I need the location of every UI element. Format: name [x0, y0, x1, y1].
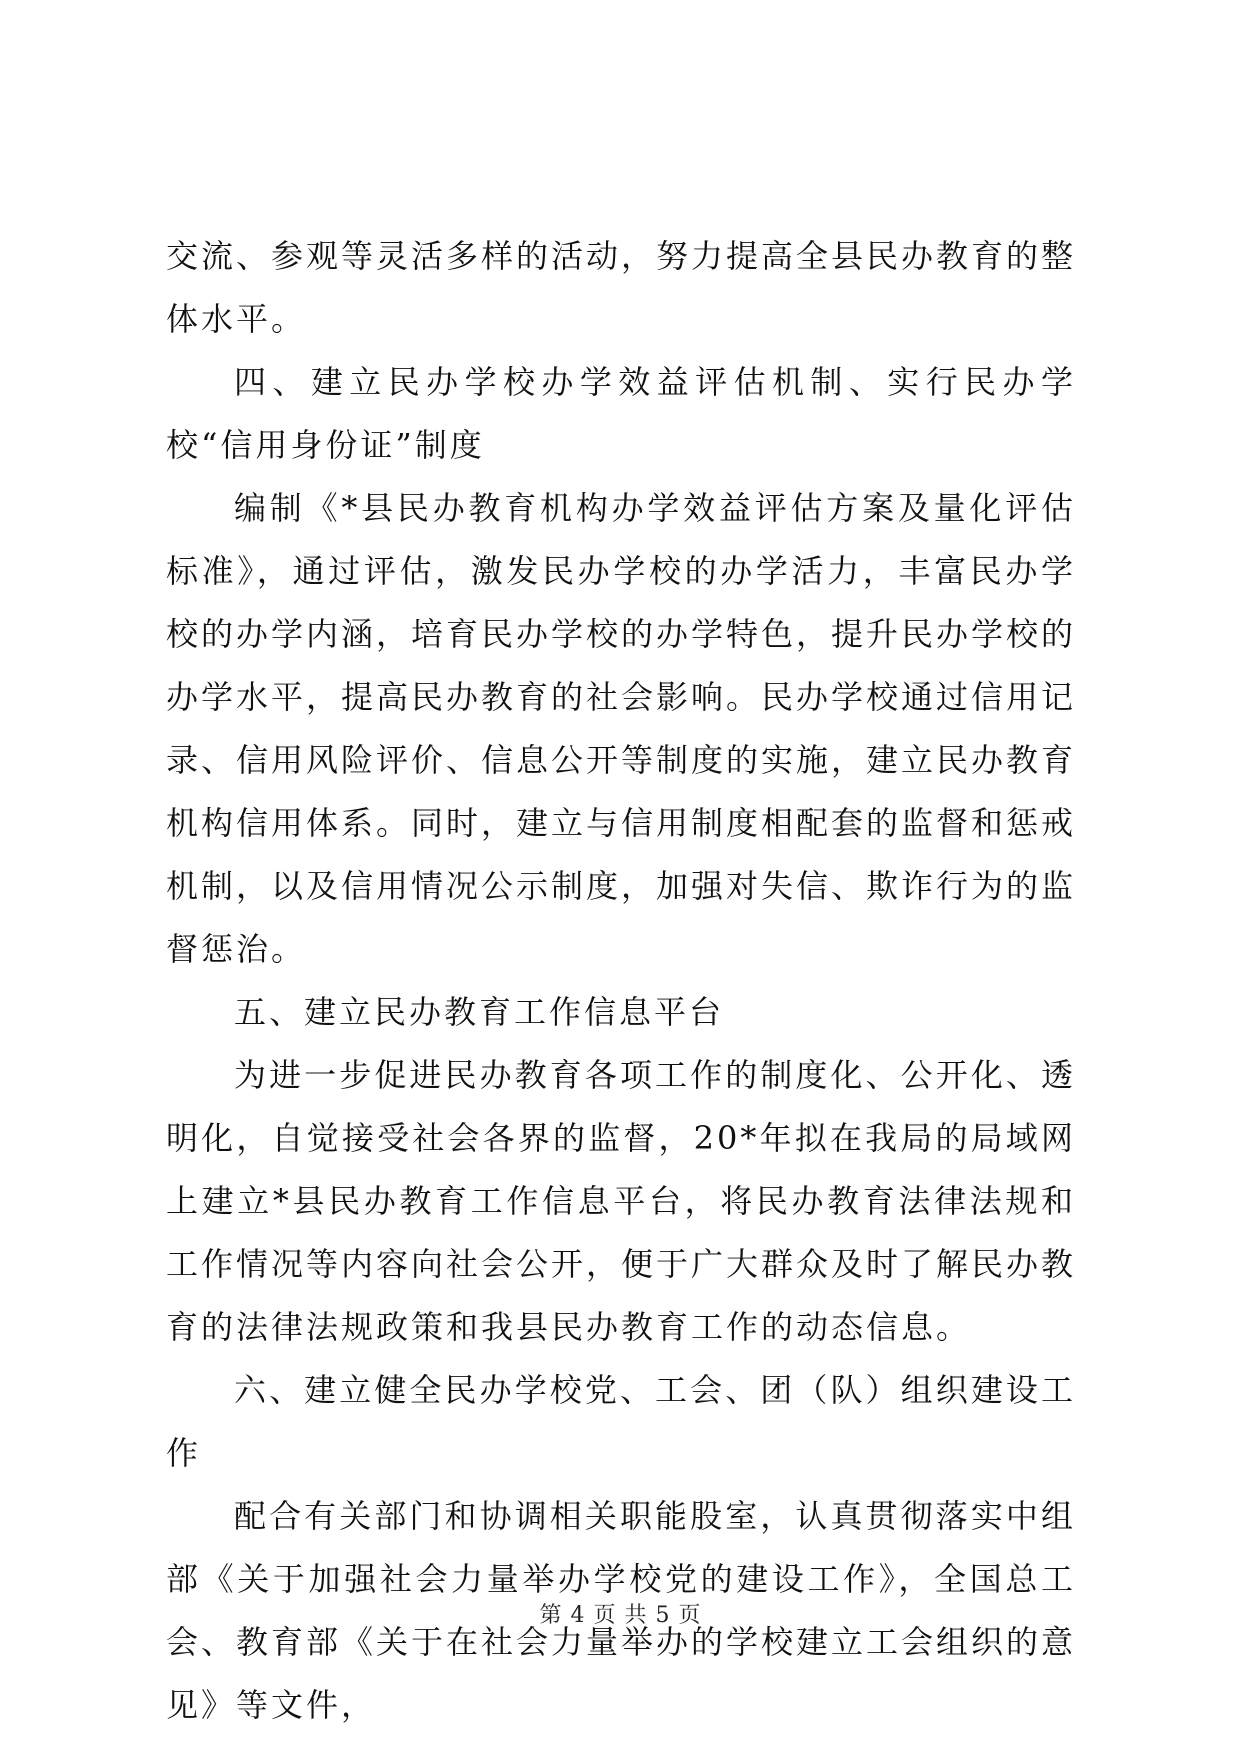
- paragraph-2: 编制《*县民办教育机构办学效益评估方案及量化评估标准》，通过评估，激发民办学校的办学活力，丰富民办学校的办学内涵，培育民办学校的办学特色，提升民办学校的办学水平，提高民办教育的社会影响。民办学校通过信用记录、信用风险评价、信息公开等制度的实施，建立民办教育机构信用体系。同时，建立与信用制度相配套的监督和惩戒机制，以及信用情况公示制度，加强对失信、欺诈行为的监督惩治。: [166, 489, 1077, 968]
- paragraph-1: 交流、参观等灵活多样的活动，努力提高全县民办教育的整体水平。: [166, 237, 1077, 338]
- section-heading-4: 四、建立民办学校办学效益评估机制、实行民办学校“信用身份证”制度: [166, 363, 1076, 464]
- paragraph-3: 为进一步促进民办教育各项工作的制度化、公开化、透明化，自觉接受社会各界的监督，20*年拟在我局的局域网上建立*县民办教育工作信息平台，将民办教育法律法规和工作情况等内容向社会公开，便于广大群众及时了解民办教育的法律法规政策和我县民办教育工作的动态信息。: [166, 1056, 1077, 1346]
- paragraph-4: 配合有关部门和协调相关职能股室，认真贯彻落实中组部《关于加强社会力量举办学校党的建设工作》，全国总工会、教育部《关于在社会力量举办的学校建立工会组织的意见》等文件，: [166, 1497, 1077, 1724]
- section-heading-6: 六、建立健全民办学校党、工会、团（队）组织建设工作: [166, 1371, 1076, 1472]
- section-heading-5: 五、建立民办教育工作信息平台: [234, 993, 725, 1031]
- page-footer: 第 4 页 共 5 页: [539, 1603, 702, 1628]
- document-body: [166, 225, 1076, 1737]
